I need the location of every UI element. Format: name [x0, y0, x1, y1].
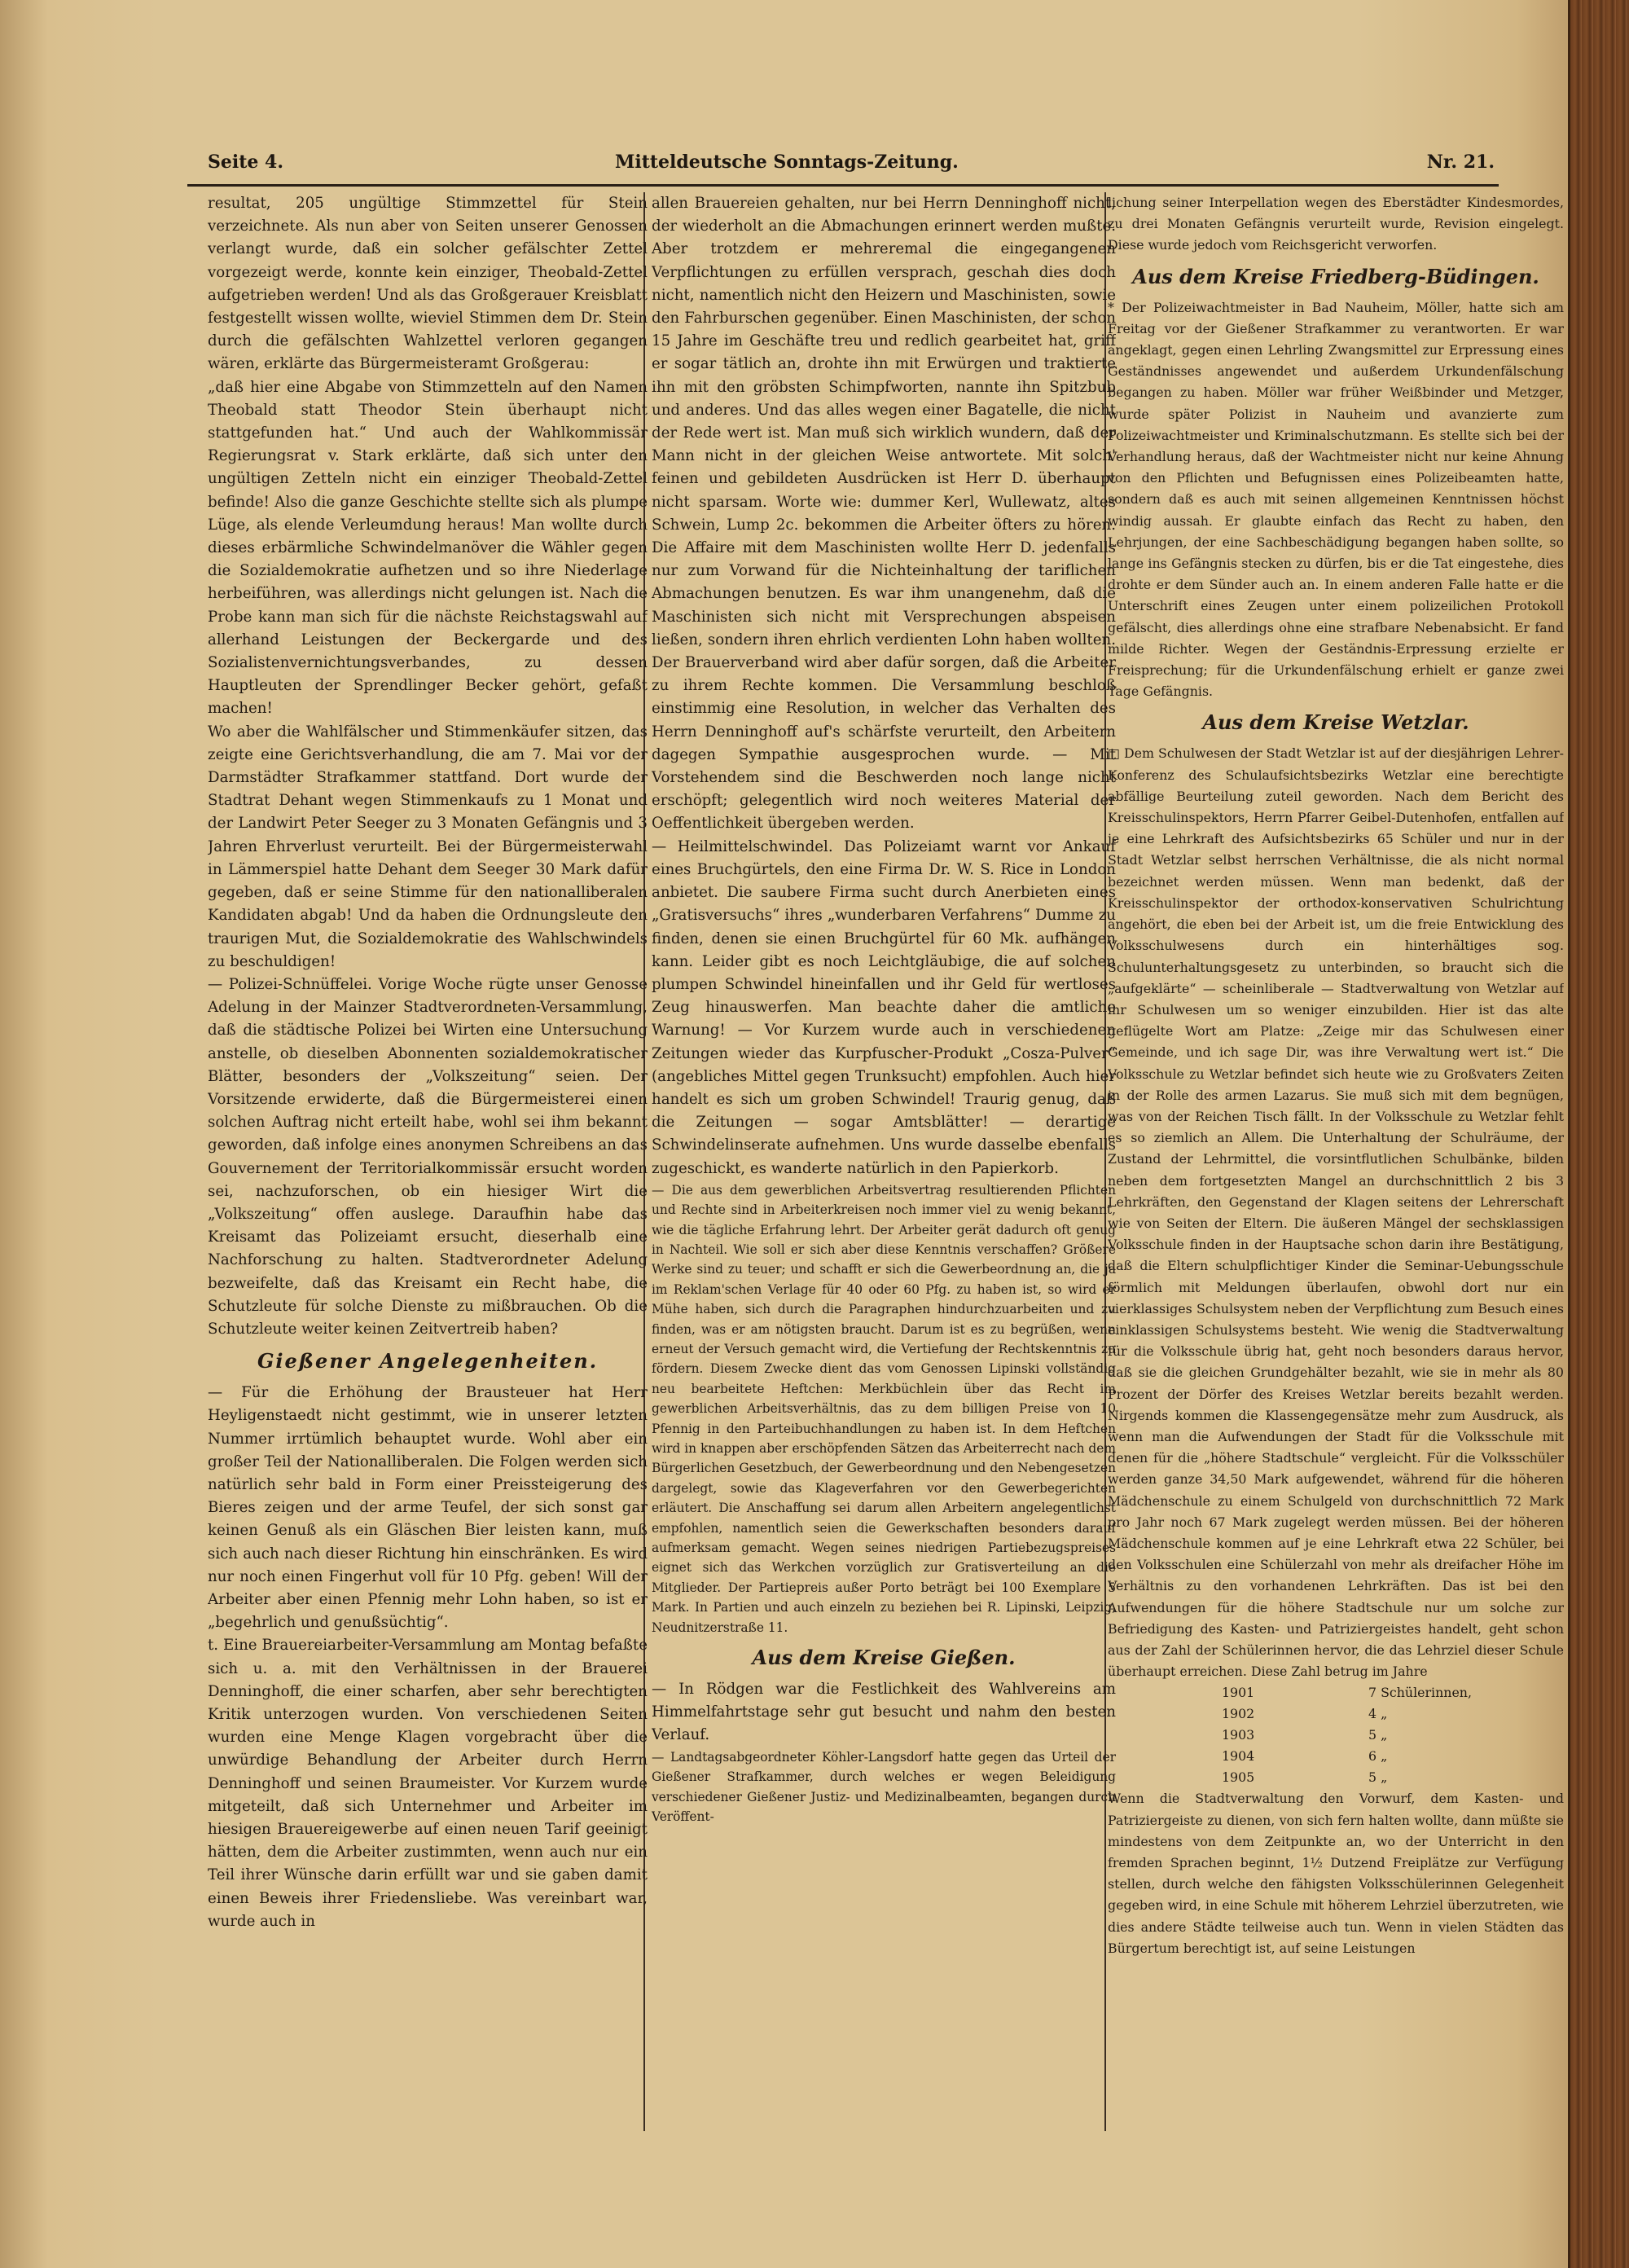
year: 1902: [1222, 1706, 1255, 1722]
count: 5 „: [1368, 1769, 1388, 1786]
article-paragraph: lichung seiner Interpellation wegen des Eberstädter Kindesmordes, zu drei Monaten Gefängnis verurteilt wurde, Revision eingelegt. Diese wurde jedoch vom Reichsgericht verworfen.: [1108, 195, 1564, 253]
newspaper-title: Mitteldeutsche Sonntags-Zeitung.: [615, 152, 959, 173]
article-paragraph: — Die aus dem gewerblichen Arbeitsvertrag resultierenden Pflichten und Rechte sind in Arbeiterkreisen noch immer viel zu wenig bekannt, wie die tägliche Erfahrung lehrt. Der Arbeiter gerät dadurch oft genug in Nachteil. Wie soll er sich aber diese Kenntnis verschaffen? Größere Werke sind zu teuer; und schafft er sich die Gewerbeordnung an, die ja im Reklam'schen Verlage für 40 oder 60 Pfg. zu haben ist, so wird er Mühe haben, sich durch die Paragraphen hindurchzuarbeiten und zu finden, was er am nötigsten braucht. Darum ist es zu begrüßen, wenn erneut der Versuch gemacht wird, die Vertiefung der Rechtskenntnis zu fördern. Diesem Zwecke dient das vom Genossen Lipinski vollständig neu bearbeitete Heftchen: Merkbüchlein über das Recht im gewerblichen Arbeitsverhältnis, das zu dem billigen Preise von 10 Pfennig in den Parteibuchhandlungen zu haben ist. In dem Heftchen wird in knappen aber erschöpfenden Sätzen das Arbeiterrecht nach dem Bürgerlichen Gesetzbuch, der Gewerbeordnung und den Nebengesetzen dargelegt, sowie das Klageverfahren vor den Gewerbegerichten erläutert. Die Anschaffung sei darum allen Arbeitern angelegentlichst empfohlen, namentlich seien die Gewerkschaften besonders darauf aufmerksam gemacht. Wegen seines niedrigen Partiebezugspreises eignet sich das Werkchen vorzüglich zur Gratisverteilung an die Mitglieder. Der Partiepreis außer Porto beträgt bei 100 Exemplare 5 Mark. In Partien und auch einzeln zu beziehen bei R. Lipinski, Leipzig, Neudnitzerstraße 11.: [652, 1182, 1116, 1635]
year: 1901: [1222, 1685, 1255, 1701]
table-row: [1222, 1725, 1564, 1746]
issue-number: Nr. 21.: [1426, 152, 1495, 173]
column-3: [1108, 192, 1564, 2131]
article-paragraph: resultat, 205 ungültige Stimmzettel für Stein verzeichnete. Als nun aber von Seiten unserer Genossen verlangt wurde, daß ein solcher gefälschter Zettel vorgezeigt werde, konnte kein einziger, Theobald-Zettel aufgetrieben werden! Und als das Großgerauer Kreisblatt festgestellt wissen wollte, wieviel Stimmen dem Dr. Stein durch die gefälschten Wahlzettel verloren gegangen wären, erklärte das Bürgermeisteramt Großgerau:: [208, 195, 648, 373]
count: 6 „: [1368, 1748, 1388, 1765]
count: 5 „: [1368, 1727, 1388, 1743]
book-binding: [1568, 0, 1629, 2268]
section-heading: Gießener Angelegenheiten.: [257, 1349, 599, 1374]
article-paragraph: — Heilmittelschwindel. Das Polizeiamt warnt vor Ankauf eines Bruchgürtels, den eine Firma Dr. W. S. Rice in London anbietet. Die saubere Firma sucht durch Anerbieten eines „Gratisversuchs“ ihres „wunderbaren Verfahrens“ Dumme zu finden, denen sie einen Bruchgürtel für 60 Mk. aufhängen kann. Leider gibt es noch Leichtgläubige, die auf solchen plumpen Schwindel hineinfallen und ihr Geld für wertloses Zeug hinauswerfen. Man beachte daher die amtliche Warnung! — Vor Kurzem wurde auch in verschiedenen Zeitungen wieder das Kurpfuscher-Produkt „Cosza-Pulver“ (angebliches Mittel gegen Trunksucht) empfohlen. Auch hier handelt es sich um groben Schwindel! Traurig genug, daß die Zeitungen — sogar Amtsblätter! — derartige Schwindelinserate aufnehmen. Uns wurde dasselbe ebenfalls zugeschickt, es wanderte natürlich in den Papierkorb.: [652, 837, 1116, 1177]
year: 1905: [1222, 1769, 1255, 1786]
column-1: [208, 192, 648, 2131]
section-heading: Aus dem Kreise Gießen.: [752, 1646, 1016, 1670]
table-row: [1222, 1703, 1564, 1725]
page-number: Seite 4.: [208, 152, 284, 173]
article-paragraph: — Landtagsabgeordneter Köhler-Langsdorf hatte gegen das Urteil der Gießener Strafkammer, durch welches er wegen Beleidigung verschiedener Gießener Justiz- und Medizinalbeamten, begangen durch Veröffent-: [652, 1749, 1116, 1824]
article-paragraph: — Polizei-Schnüffelei. Vorige Woche rügte unser Genosse Adelung in der Mainzer Stadtverordneten-Versammlung, daß die städtische Polizei bei Wirten eine Untersuchung anstelle, ob dieselben Abonnenten sozialdemokratischer Blätter, besonders der „Volkszeitung“ seien. Der Vorsitzende erwiderte, daß die Bürgermeisterei einen solchen Auftrag nicht erteilt habe, wohl sei ihm bekannt geworden, daß infolge eines anonymen Schreibens an das Gouvernement der Territorialkommissär ersucht worden sei, nachzuforschen, ob ein hiesiger Wirt die „Volkszeitung“ offen auslege. Daraufhin habe das Kreisamt das Polizeiamt ersucht, dieserhalb eine Nachforschung zu halten. Stadtverordneter Adelung bezweifelte, daß das Kreisamt ein Recht habe, die Schutzleute für solche Dienste zu mißbrauchen. Ob die Schutzleute weiter keinen Zeitvertreib haben?: [208, 975, 648, 1338]
count: 4 „: [1368, 1706, 1388, 1722]
article-paragraph: * Der Polizeiwachtmeister in Bad Nauheim, Möller, hatte sich am Freitag vor der Gießener Strafkammer zu verantworten. Er war angeklagt, gegen einen Lehrling Zwangsmittel zur Erpressung eines Geständnisses angewendet und außerdem Urkundenfälschung begangen zu haben. Möller war früher Weißbinder und Metzger, wurde später Polizist in Nauheim und avanzierte zum Polizeiwachtmeister und Kriminalschutzmann. Es stellte sich bei der Verhandlung heraus, daß der Wachtmeister nicht nur keine Ahnung von den Pflichten und Befugnissen eines Polizeibeamten hatte, sondern daß es auch mit seinen allgemeinen Kenntnissen höchst windig aussah. Er glaubte einfach das Recht zu haben, den Lehrjungen, der eine Sachbeschädigung begangen haben sollte, so lange ins Gefängnis stecken zu dürfen, bis er die Tat eingestehe, dies drohte er dem Sünder auch an. In einem anderen Falle hatte er die Unterschrift eines Zeugen unter einem polizeilichen Protokoll gefälscht, dies allerdings ohne eine strafbare Nebenabsicht. Er fand milde Richter. Wegen der Geständnis-Erpressung erzielte er Freisprechung; für die Urkundenfälschung erhielt er ganze zwei Tage Gefängnis.: [1108, 299, 1564, 700]
table-row: [1222, 1767, 1564, 1788]
article-paragraph: Wenn die Stadtverwaltung den Vorwurf, dem Kasten- und Patriziergeiste zu dienen, von sich fern halten wollte, dann müßte sie mindestens von dem Zeitpunkte an, wo der Unterricht in den fremden Sprachen beginnt, 1½ Dutzend Freiplätze zur Verfügung stellen, durch welche den fähigsten Volksschülerinnen Gelegenheit gegeben wird, in eine Schule mit höherem Lehrziel überzutreten, wie dies andere Städte teilweise auch tun. Wenn in vielen Städten das Bürgertum berechtigt ist, auf seine Leistungen: [1108, 1791, 1564, 1956]
section-heading: Aus dem Kreise Wetzlar.: [1202, 710, 1469, 735]
column-2: [652, 192, 1116, 2131]
page-header: [208, 152, 1495, 184]
article-paragraph: — In Rödgen war die Festlichkeit des Wahlvereins am Himmelfahrtstage sehr gut besucht und nahm den besten Verlauf.: [652, 1681, 1116, 1744]
enrollment-table: [1222, 1682, 1564, 1788]
count: 7 Schülerinnen,: [1368, 1685, 1472, 1701]
table-row: [1222, 1746, 1564, 1767]
article-paragraph: „daß hier eine Abgabe von Stimmzetteln auf den Namen Theobald statt Theodor Stein überhaupt nicht stattgefunden hat.“ Und auch der Wahlkommissär Regierungsrat v. Stark erklärte, daß sich unter den ungültigen Zetteln nicht ein einziger Theobald-Zettel befinde! Also die ganze Geschichte stellte sich als plumpe Lüge, als elende Verleumdung heraus! Man wollte durch dieses erbärmliche Schwindelmanöver die Wähler gegen die Sozialdemokratie aufhetzen und so ihre Niederlage herbeiführen, was allerdings nicht gelungen ist. Nach die Probe kann man sich für die nächste Reichstagswahl auf allerhand Leistungen der Beckergarde und des Sozialistenvernichtungsverbandes, zu dessen Hauptleuten der Sprendlinger Becker gehört, gefaßt machen!: [208, 378, 648, 718]
section-heading: Aus dem Kreise Friedberg-Büdingen.: [1132, 264, 1539, 288]
article-paragraph: — Für die Erhöhung der Brausteuer hat Herr Heyligenstaedt nicht gestimmt, wie in unserer letzten Nummer irrtümlich behauptet wurde. Wohl aber ein großer Teil der Nationalliberalen. Die Folgen werden sich natürlich sehr bald in Form einer Preissteigerung des Bieres zeigen und der arme Teufel, der sich sonst gar keinen Genuß als ein Gläschen Bier leisten kann, muß sich auch nach dieser Richtung hin einschränken. Es wird nur noch einen Fingerhut voll für 10 Pfg. geben! Will der Arbeiter aber einen Pfennig mehr Lohn haben, so ist er „begehrlich und genußsüchtig“.: [208, 1384, 648, 1632]
article-paragraph: □ Dem Schulwesen der Stadt Wetzlar ist auf der diesjährigen Lehrer-Konferenz des Schulaufsichtsbezirks Wetzlar eine berechtigte abfällige Beurteilung zuteil geworden. Nach dem Bericht des Kreisschulinspektors, Herrn Pfarrer Geibel-Dutenhofen, entfallen auf je eine Lehrkraft des Aufsichtsbezirks 65 Schüler und nur in der Stadt Wetzlar selbst herrschen Verhältnisse, die als nicht normal bezeichnet werden müssen. Wenn man bedenkt, daß der Kreisschulinspektor der orthodox-konservativen Schulrichtung angehört, die eben bei der Arbeit ist, um die freie Entwicklung des Volksschulwesens durch ein hinterhältiges sog. Schulunterhaltungsgesetz zu unterbinden, so braucht sich die „aufgeklärte“ — scheinliberale — Stadtverwaltung von Wetzlar auf ihr Schulwesen um so weniger einzubilden. Hier ist das alte geflügelte Wort am Platze: „Zeige mir das Schulwesen einer Gemeinde, und ich sage Dir, was ihre Verwaltung wert ist.“ Die Volksschule zu Wetzlar befindet sich heute wie zu Großvaters Zeiten in der Rolle des armen Lazarus. Sie muß sich mit dem begnügen, was von der Reichen Tisch fällt. In der Volksschule zu Wetzlar fehlt es so ziemlich an Allem. Die Unterhaltung der Schulräume, der Zustand der Lehrmittel, die vorsintflutlichen Schulbänke, bilden neben dem fortgesetzten Mangel an durchschnittlich 2 bis 3 Lehrkräften, den Gegenstand der Klagen seitens der Lehrerschaft wie von Seiten der Eltern. Die äußeren Mängel der sechsklassigen Volksschule finden in der Hauptsache schon darin ihre Bestätigung, daß die Eltern schulpflichtiger Kinder die Seminar-Uebungsschule förmlich mit Meldungen überlaufen, obwohl dort nur ein vierklassiges Schulsystem neben der Verpflichtung zum Besuch eines einklassigen Schulsystems besteht. Wie wenig die Stadtverwaltung für die Volksschule übrig hat, geht noch besonders daraus hervor, daß sie die gleichen Grundgehälter bezahlt, wie sie in mehr als 80 Prozent der Dörfer des Kreises Wetzlar bereits bezahlt werden. Nirgends kommen die Klassengegensätze mehr zum Ausdruck, als wenn man die Aufwendungen der Stadt für die Volksschule mit denen für die „höhere Stadtschule“ vergleicht. Für die Volksschüler werden ganze 34,50 Mark aufgewendet, während für die höheren Mädchenschule zu einem Schulgeld von durchschnittlich 72 Mark pro Jahr noch 67 Mark zugelegt werden müssen. Bei der höheren Mädchenschule kommen auf je eine Lehrkraft etwa 22 Schüler, bei den Volksschulen eine Schülerzahl von mehr als dreifacher Höhe im Verhältnis zu den vorhandenen Lehrkräften. Das ist bei den Aufwendungen für die höhere Stadtschule nur um solche zur Befriedigung des Kasten- und Patriziergeistes handelt, geht schon aus der Zahl der Schülerinnen hervor, die das Lehrziel dieser Schule überhaupt erreichen. Diese Zahl betrug im Jahre: [1108, 745, 1564, 1680]
table-row: [1222, 1682, 1564, 1703]
article-paragraph: Wo aber die Wahlfälscher und Stimmenkäufer sitzen, das zeigte eine Gerichtsverhandlung, die am 7. Mai vor der Darmstädter Strafkammer stattfand. Dort wurde der Stadtrat Dehant wegen Stimmenkaufs zu 1 Monat und der Landwirt Peter Seeger zu 3 Monaten Gefängnis und 3 Jahren Ehrverlust verurteilt. Bei der Bürgermeisterwahl in Lämmerspiel hatte Dehant dem Seeger 30 Mark dafür gegeben, daß er seine Stimme für den nationalliberalen Kandidaten abgab! Und da haben die Ordnungsleute den traurigen Mut, die Sozialdemokratie des Wahlschwindels zu beschuldigen!: [208, 723, 648, 970]
header-rule: [187, 184, 1499, 187]
year: 1904: [1222, 1748, 1255, 1765]
year: 1903: [1222, 1727, 1255, 1743]
article-paragraph: allen Brauereien gehalten, nur bei Herrn Denninghoff nicht, der wiederholt an die Abmachungen erinnert werden mußte. Aber trotzdem er mehreremal die eingegangenen Verpflichtungen zu erfüllen versprach, geschah dies doch nicht, namentlich nicht den Heizern und Maschinisten, sowie den Fahrburschen gegenüber. Einen Maschinisten, der schon 15 Jahre im Geschäfte treu und redlich gearbeitet hat, griff er sogar tätlich an, drohte ihn mit Erwürgen und traktierte ihn mit den gröbsten Schimpfworten, nannte ihn Spitzbub und anderes. Und das alles wegen einer Bagatelle, die nicht der Rede wert ist. Man muß sich wirklich wundern, daß der Mann nicht in der gleichen Weise antwortete. Mit solch' feinen und gebildeten Ausdrücken ist Herr D. überhaupt nicht sparsam. Worte wie: dummer Kerl, Wullewatz, altes Schwein, Lump 2c. bekommen die Arbeiter öfters zu hören. Die Affaire mit dem Maschinisten wollte Herr D. jedenfalls nur zum Vorwand für die Nichteinhaltung der tariflichen Abmachungen benutzen. Es war ihm unangenehm, daß die Maschinisten sich nicht mit Versprechungen abspeisen ließen, sondern ihren ehrlich verdienten Lohn haben wollten. Der Brauerverband wird aber dafür sorgen, daß die Arbeiter zu ihrem Rechte kommen. Die Versammlung beschloß einstimmig eine Resolution, in welcher das Verhalten des Herrn Denninghoff auf's schärfste verurteilt, den Arbeitern dagegen Sympathie ausgesprochen wurde. — Mit Vorstehendem sind die Beschwerden noch lange nicht erschöpft; gelegentlich wird noch weiteres Material der Oeffentlichkeit übergeben werden.: [652, 195, 1116, 833]
article-paragraph: t. Eine Brauereiarbeiter-Versammlung am Montag befaßte sich u. a. mit den Verhältnissen in der Brauerei Denninghoff, die einer scharfen, aber sehr berechtigten Kritik unterzogen wurden. Von verschiedenen Seiten wurden eine Menge Klagen vorgebracht über die unwürdige Behandlung der Arbeiter durch Herrn Denninghoff und seinen Braumeister. Vor Kurzem wurde mitgeteilt, daß sich Unternehmer und Arbeiter im hiesigen Brauereigewerbe auf einen neuen Tarif geeinigt hätten, dem die Arbeiter zustimmten, wenn auch nur ein Teil ihrer Wünsche darin erfüllt war und sie gaben damit einen Beweis ihrer Friedensliebe. Was vereinbart war, wurde auch in: [208, 1637, 648, 1930]
